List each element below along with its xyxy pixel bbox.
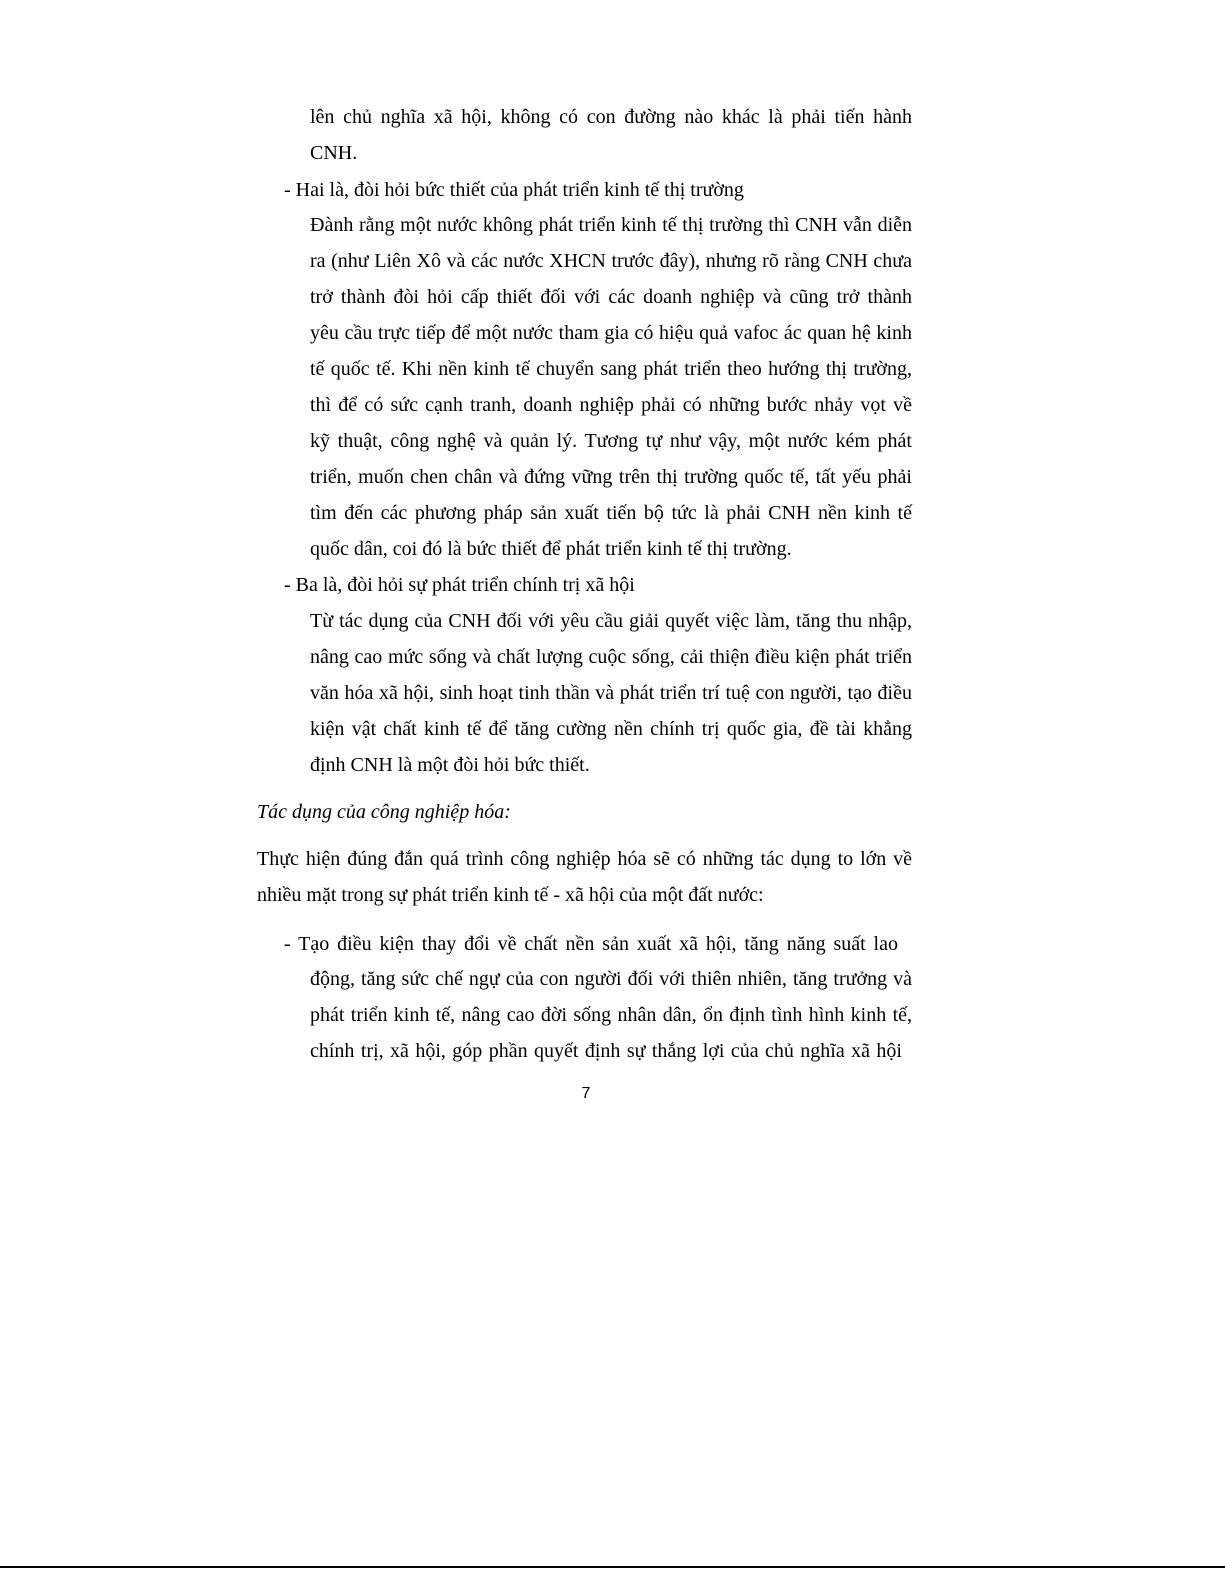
text-line: triển, muốn chen chân và đứng vững trên thị trường quốc tế, tất yếu phải [310,466,912,488]
text-line: kỹ thuật, công nghệ và quản lý. Tương tự như vậy, một nước kém phát [310,430,912,452]
text-line: nâng cao mức sống và chất lượng cuộc sống, cải thiện điều kiện phát triển [310,646,912,668]
text-line: tìm đến các phương pháp sản xuất tiến bộ tức là phải CNH nền kinh tế [310,502,912,524]
page-number: 7 [581,1085,591,1102]
text-line: lên chủ nghĩa xã hội, không có con đường nào khác là phải tiến hành [310,106,912,128]
text-line: Đành rằng một nước không phát triển kinh tế thị trường thì CNH vẫn diễn [310,214,912,236]
bullet-item: - Tạo điều kiện thay đổi về chất nền sản xuất xã hội, tăng năng suất lao [284,933,898,955]
section-heading: Tác dụng của công nghiệp hóa: [257,801,511,823]
bullet-heading: - Hai là, đòi hỏi bức thiết của phát triển kinh tế thị trường [284,179,744,201]
text-line: thì để có sức cạnh tranh, doanh nghiệp phải có những bước nhảy vọt về [310,394,912,416]
text-line: CNH. [310,142,358,164]
bullet-heading: - Ba là, đòi hỏi sự phát triển chính trị xã hội [284,574,635,596]
text-line: định CNH là một đòi hỏi bức thiết. [310,754,590,776]
text-line: ra (như Liên Xô và các nước XHCN trước đây), nhưng rõ ràng CNH chưa [310,250,912,272]
text-line: trở thành đòi hỏi cấp thiết đối với các doanh nghiệp và cũng trở thành [310,286,912,308]
bottom-rule [0,1566,1225,1568]
text-line: nhiều mặt trong sự phát triển kinh tế - xã hội của một đất nước: [257,884,764,906]
text-line: Thực hiện đúng đắn quá trình công nghiệp hóa sẽ có những tác dụng to lớn về [257,848,912,870]
text-line: kiện vật chất kinh tế để tăng cường nền chính trị quốc gia, đề tài khẳng [310,718,912,740]
text-line: tế quốc tế. Khi nền kinh tế chuyển sang phát triển theo hướng thị trường, [310,358,912,380]
text-line: Từ tác dụng của CNH đối với yêu cầu giải quyết việc làm, tăng thu nhập, [310,610,912,632]
text-line: yêu cầu trực tiếp để một nước tham gia có hiệu quả vafoc ác quan hệ kinh [310,322,912,344]
text-line: động, tăng sức chế ngự của con người đối với thiên nhiên, tăng trưởng và [310,968,912,990]
text-line: chính trị, xã hội, góp phần quyết định sự thắng lợi của chủ nghĩa xã hội [310,1040,902,1062]
text-line: phát triển kinh tế, nâng cao đời sống nhân dân, ổn định tình hình kinh tế, [310,1004,912,1026]
text-line: quốc dân, coi đó là bức thiết để phát triển kinh tế thị trường. [310,538,792,560]
text-line: văn hóa xã hội, sinh hoạt tinh thần và phát triển trí tuệ con người, tạo điều [310,682,912,704]
